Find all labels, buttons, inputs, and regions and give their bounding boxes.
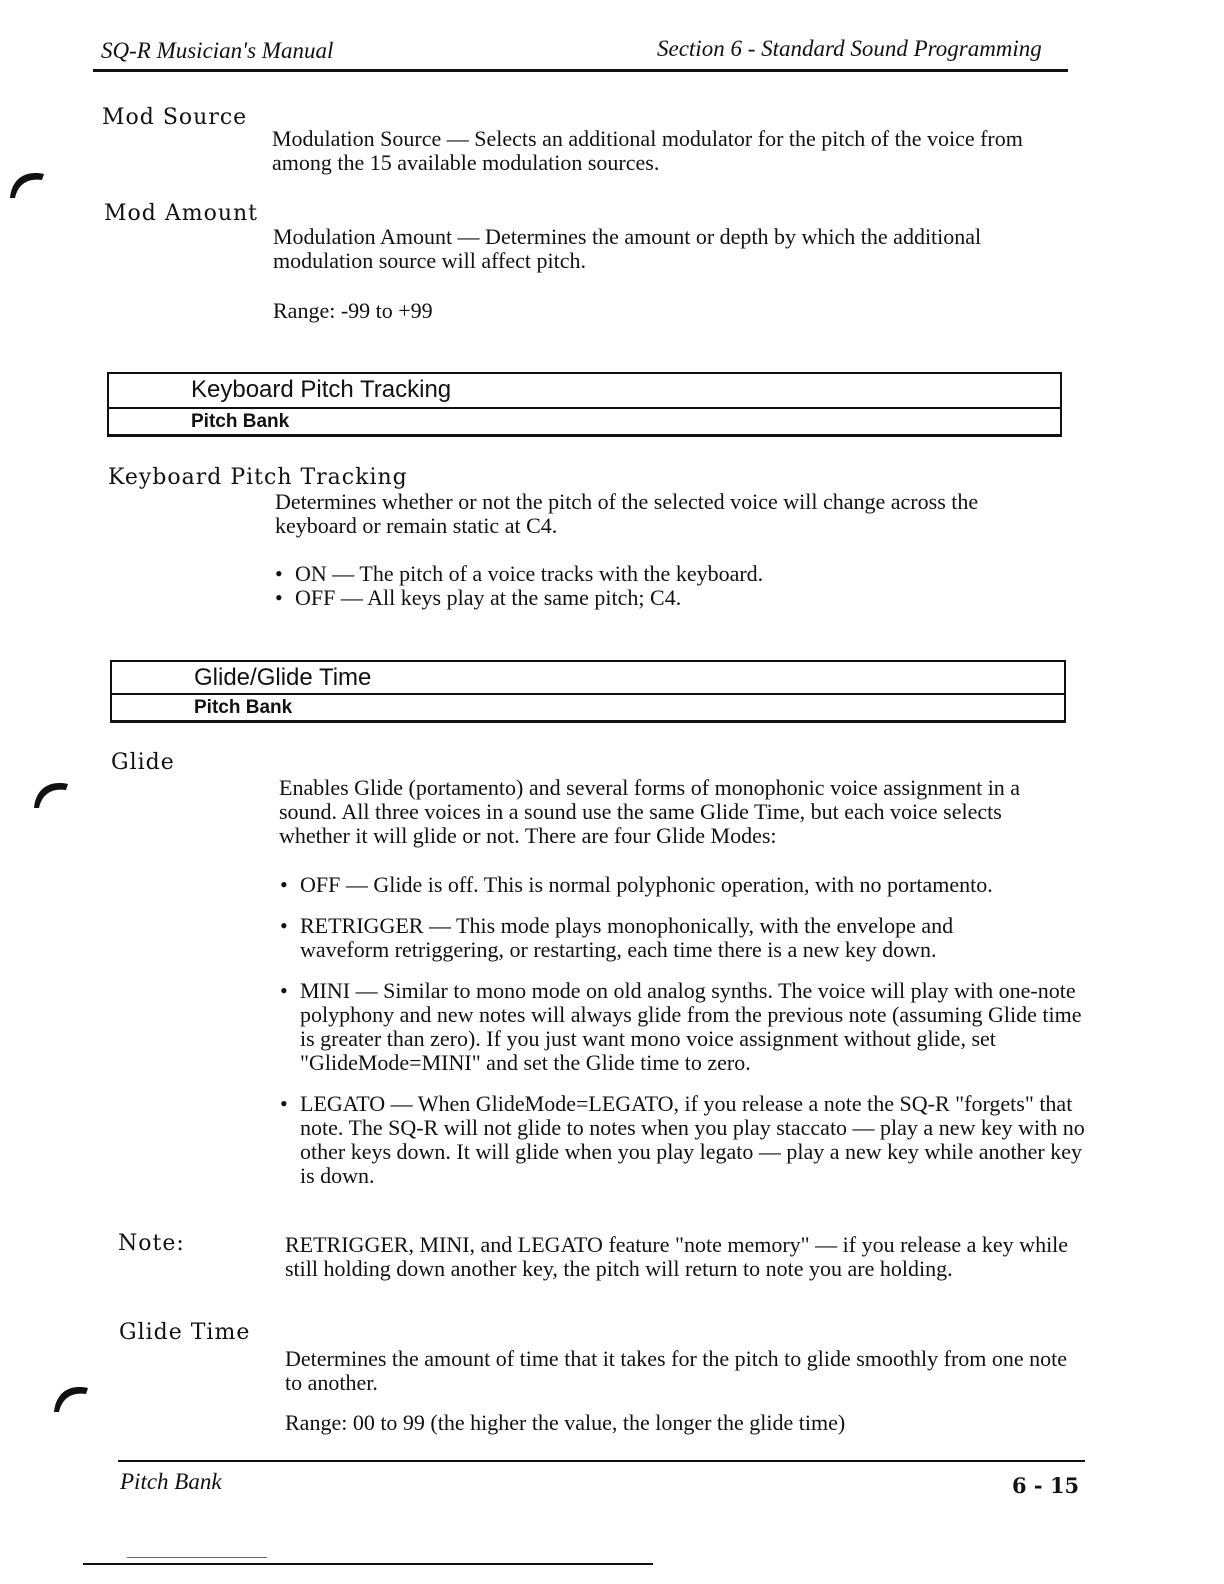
parameter-box-glide — [110, 660, 1066, 722]
box-divider — [112, 693, 1064, 695]
kpt-option-list — [275, 562, 1065, 610]
bottom-edge-rule — [83, 1563, 653, 1565]
binder-hole-mark — [50, 1374, 90, 1414]
box-divider — [109, 407, 1060, 409]
mod-amount-range: Range: -99 to +99 — [273, 298, 433, 323]
term-glide: Glide — [111, 750, 175, 775]
list-item: • LEGATO — When GlideMode=LEGATO, if you release a note the SQ-R "forgets" that note. The SQ-R will not glide to notes when you play staccato — play a new key with no other keys down. It will glide when you play legato — play a new key while another key is down. — [280, 1092, 1090, 1188]
mod-source-description: Modulation Source — Selects an additional modulator for the pitch of the voice from among the 15 available modulation sources. — [272, 126, 1023, 175]
list-item: • ON — The pitch of a voice tracks with the keyboard. — [275, 562, 1065, 586]
box-subtitle: Pitch Bank — [194, 697, 293, 718]
list-item: • OFF — Glide is off. This is normal polyphonic operation, with no portamento. — [280, 873, 1080, 897]
glide-time-description: Determines the amount of time that it takes for the pitch to glide smoothly from one note to another. — [285, 1346, 1068, 1395]
box-subtitle: Pitch Bank — [191, 411, 290, 432]
binder-hole-mark — [6, 160, 46, 200]
footer-rule — [118, 1460, 1085, 1462]
glide-time-range: Range: 00 to 99 (the higher the value, the longer the glide time) — [285, 1410, 846, 1435]
term-note: Note: — [118, 1231, 185, 1256]
page-number: 6 - 15 — [1012, 1473, 1080, 1498]
box-bottom-rule — [110, 720, 1066, 723]
term-mod-source: Mod Source — [102, 105, 248, 130]
header-rule — [93, 69, 1068, 72]
header-section-title: Section 6 - Standard Sound Programming — [657, 36, 1042, 61]
header-manual-title: SQ-R Musician's Manual — [101, 38, 334, 63]
parameter-box-keyboard-pitch-tracking — [107, 372, 1062, 436]
bottom-edge-mark — [127, 1557, 267, 1558]
term-mod-amount: Mod Amount — [104, 201, 259, 226]
footer-section-name: Pitch Bank — [120, 1469, 222, 1494]
list-item: • OFF — All keys play at the same pitch; C4. — [275, 586, 1065, 610]
binder-hole-mark — [30, 770, 70, 810]
note-description: RETRIGGER, MINI, and LEGATO feature "note memory" — if you release a key while still holding down another key, the pitch will return to note you are holding. — [285, 1232, 1069, 1281]
glide-mode-list — [280, 872, 1085, 1188]
term-keyboard-pitch-tracking: Keyboard Pitch Tracking — [108, 465, 408, 490]
list-item: • MINI — Similar to mono mode on old analog synths. The voice will play with one-note polyphony and new notes will always glide from the previous note (assuming Glide time is greater than zero). If you just want mono voice assignment without glide, set "GlideMode=MINI" and set the Glide time to zero. — [280, 979, 1085, 1075]
box-title: Keyboard Pitch Tracking — [191, 376, 452, 403]
mod-amount-description: Modulation Amount — Determines the amount or depth by which the additional modulation source will affect pitch. — [273, 224, 982, 273]
kpt-description: Determines whether or not the pitch of the selected voice will change across the keyboard or remain static at C4. — [275, 489, 979, 538]
list-item: • RETRIGGER — This mode plays monophonically, with the envelope and waveform retriggering, or restarting, each time there is a new key down. — [280, 914, 1040, 962]
box-title: Glide/Glide Time — [194, 664, 372, 691]
box-bottom-rule — [107, 434, 1062, 437]
term-glide-time: Glide Time — [119, 1320, 251, 1345]
glide-description: Enables Glide (portamento) and several forms of monophonic voice assignment in a sound. All three voices in a sound use the same Glide Time, but each voice selects whether it will glide or not. There are four Glide Modes: — [279, 775, 1021, 848]
